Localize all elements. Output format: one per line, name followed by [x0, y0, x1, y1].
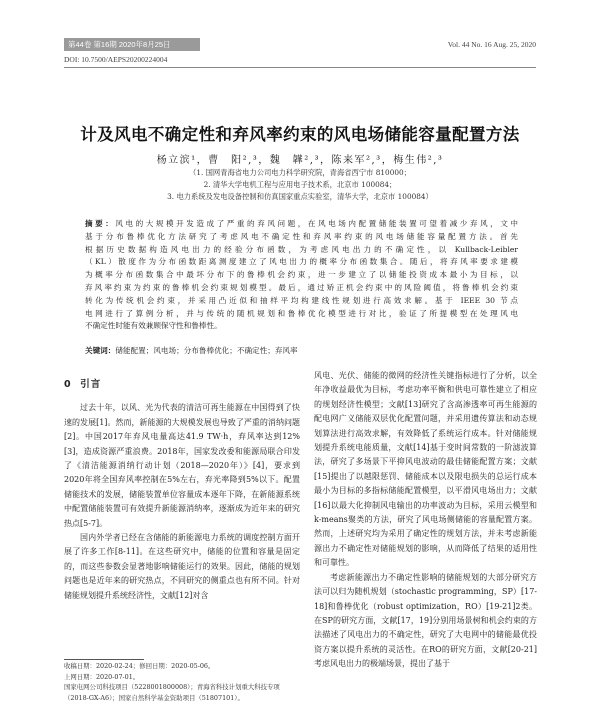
affiliation-line: （1. 国网青海省电力公司电力科学研究院，青海省西宁市 810000； — [189, 168, 411, 177]
left-column — [64, 378, 300, 603]
abstract-line: 根据历史数据构造风电出力的经验分布函数，为考虑风电出力的不确定性，以 Kullback-Leibler — [85, 244, 518, 254]
footnote-received: 收稿日期：2020-02-24；修回日期：2020-05-06。 — [64, 662, 215, 670]
keywords-label: 关键词： — [85, 346, 116, 355]
abstract — [85, 218, 518, 333]
abstract-line: 弃风率约束为约束的鲁棒机会约束规划模型。最后，通过矫正机会约束中的风险阈值，将鲁棒机会约束 — [85, 282, 518, 292]
body-paragraph: 风电、光伏、储能的微网的经济性关键指标进行了分析，以全年净收益最优为目标，考虑功率平衡和供电可靠性建立了相应的规划经济性模型；文献[13]研究了含高渗透率可再生能源的配电网广义储能双层优化配置问题，并采用遗传算法和动态规划算法进行高效求解，有效降低了系统运行成本。针对储能规划提升系统电能质量，文献[14]基于变时间常数的一阶滤波算法，研究了多场景下平抑风电波动的最佳储能配置方案；文献[15]提出了以越限惩罚、储能成本以及限电损失的总运行成本最小为目标的多指标储能配置模型，以平滑风电场出力；文献[16]以最大化抑制风电输出的功率波动为目标，采用云模型和k-means聚类的方法，研究了风电场侧储能的容量配置方案。然而，上述研究均为采用了确定性的规划方法，并未考虑新能源出力不确定性对储能规划的影响，从而降低了结果的适用性和可靠性。 — [314, 371, 537, 568]
section-heading: 0 引言 — [64, 379, 102, 390]
abstract-line: 转化为传统机会约束，并采用凸近似和抽样平均构建线性规划进行高效求解。基于 IEEE 30 节点 — [85, 295, 518, 305]
affiliations — [64, 167, 536, 204]
footnote-online: 上网日期：2020-07-01。 — [64, 672, 140, 681]
header-volume-info: 第44卷 第16期 2020年8月25日 — [68, 40, 171, 49]
abstract-label: 摘要： — [85, 219, 116, 228]
body-paragraph: 国内外学者已经在含储能的新能源电力系统的调度控制方面开展了许多工作[8-11]。在这些研究中，储能的位置和容量是固定的，而这些参数会显著地影响储能运行的效果。因此，储能的规划问题也是近年来的研究热点，不同研究的侧重点也有所不同。针对储能规划提升系统经济性，文献[12]对含 — [64, 533, 300, 600]
body-paragraph: 考虑新能源出力不确定性影响的储能规划的大部分研究方法可以归为随机规划（stochastic programming，SP）[17-18]和鲁棒优化（robust optimization，RO）[19-21]2类。在SP的研究方面，文献[17，19]分别用场景树和机会约束的方法描述了风电出力的不确定性，研究了大电网中的储能最优投资方案以提升系统的灵活性。在RO的研究方面，文献[20-21]考虑风电出力的极端场景，提出了基于 — [314, 572, 537, 669]
footnote-fund: 国家电网公司科技项目（5228001800008）；青海省科技计划重大科技专项（2018-GX-A6）；国家自然科学基金资助项目（51807101）。 — [64, 683, 280, 702]
abstract-line: 不确定性时能有效兼顾保守性和鲁棒性。 — [85, 321, 222, 331]
abstract-line: （KL）散度作为分布函数距离测度建立了风电出力的概率分布函数集合。随后，将弃风率要求建模 — [85, 257, 518, 267]
keywords-text: 储能配置；风电场；分布鲁棒优化；不确定性；弃风率 — [115, 346, 298, 355]
right-column — [314, 369, 537, 672]
doi[interactable]: DOI: 10.7500/AEPS20200224004 — [64, 55, 168, 64]
keywords — [85, 345, 518, 356]
header-volume-info-en: Vol. 44 No. 16 Aug. 25, 2020 — [447, 40, 536, 49]
abstract-line: 为概率分布函数集合中最坏分布下的鲁棒机会约束，进一步建立了以储能投资成本最小为目标，以 — [85, 270, 518, 280]
abstract-line: 电网进行了算例分析，并与传统的随机规划和鲁棒优化模型进行对比，验证了所提模型在处理风电 — [85, 308, 518, 318]
footnote — [64, 661, 300, 703]
author-list: 杨立滨¹，曹 阳²,³，魏 韡²,³，陈来军²,³，梅生伟²,³ — [156, 155, 444, 166]
paper-title: 计及风电不确定性和弃风率约束的风电场储能容量配置方法 — [80, 125, 520, 144]
abstract-line: 摘要：风电的大规模开发造成了严重的弃风问题，在风电场内配置储能装置可望着减少弃风，文中 — [85, 219, 518, 228]
abstract-line: 基于分布鲁棒优化方法研究了考虑风电不确定性和弃风率约束的风电场储能容量配置方法。首先 — [85, 231, 518, 241]
body-paragraph: 过去十年，以风、光为代表的清洁可再生能源在中国得到了快速的发展[1]。然而，新能源的大规模发展也导致了严重的消纳问题[2]。中国2017年弃风电量高达41.9 TW·h，弃风率达到12%[3]，造成资源严重浪费。2018年，国家发改委和能源局联合印发了《清洁能源消纳行动计划（2018—2020年）》[4]，要求到2020年将全国弃风率控制在5%左右，弃光率降到5%以下。配置储能技术的发展，储能装置单位容量成本逐年下降，在新能源系统中配置储能装置可有效提升新能源消纳率，逐渐成为近年来的研究热点[5-7]。 — [64, 403, 300, 528]
header-divider — [64, 67, 536, 68]
affiliation-line: 2. 清华大学电机工程与应用电子技术系，北京市 100084； — [203, 180, 397, 190]
footnote-divider — [64, 659, 144, 660]
affiliation-line: 3. 电力系统及发电设备控制和仿真国家重点实验室，清华大学，北京市 100084） — [167, 192, 433, 202]
